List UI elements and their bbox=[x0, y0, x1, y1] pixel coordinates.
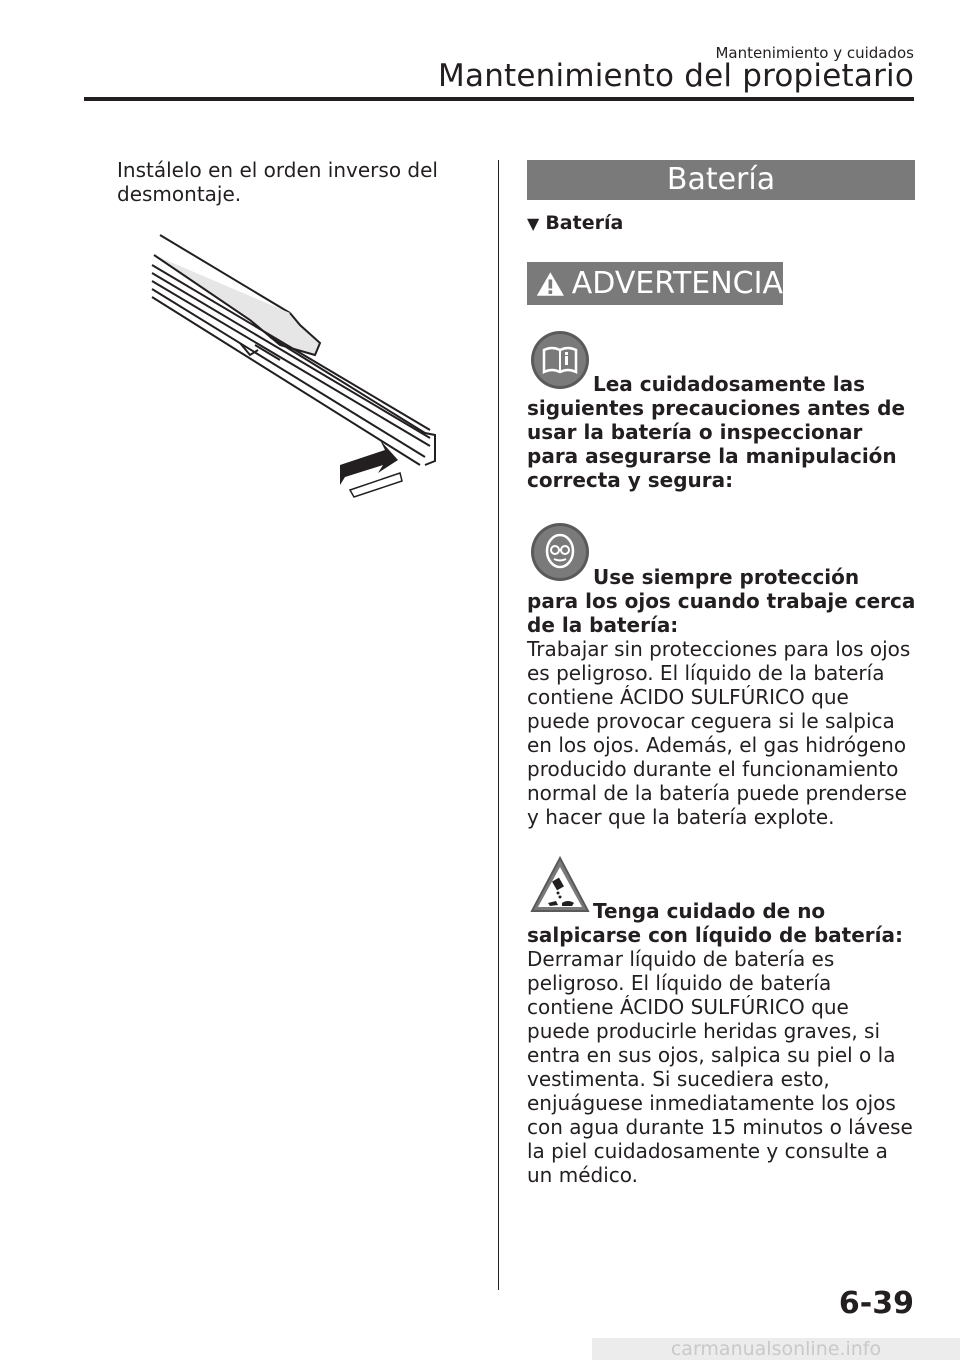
header-subtitle: Mantenimiento y cuidados bbox=[715, 44, 914, 62]
subheading-marker: ▼ bbox=[527, 214, 540, 233]
warning-triangle-icon bbox=[535, 269, 566, 299]
item-2-text: Trabajar sin protecciones para los ojos es peligroso. El líquido de la batería contiene ÁCIDO SULFÚRICO que puede provocar ceguera si le salpica en los ojos. Además, el gas hidrógeno producido durante el funcionamiento normal de la batería puede prenderse y hacer que la batería explote. bbox=[527, 637, 911, 829]
subheading-label: Batería bbox=[545, 212, 624, 234]
wiper-blade-illustration bbox=[140, 225, 450, 505]
warning-box bbox=[527, 262, 783, 305]
item-1-bold: Lea cuidadosamente las siguientes precauciones antes de usar la batería o inspeccionar para asegurarse la manipulación correcta y segura: bbox=[527, 372, 906, 492]
column-divider bbox=[498, 160, 499, 1290]
item-3-bold: Tenga cuidado de no salpicarse con líquido de batería: bbox=[527, 899, 904, 947]
header-title: Mantenimiento del propietario bbox=[438, 58, 914, 94]
item-read-precautions bbox=[527, 372, 917, 492]
subheading bbox=[527, 212, 623, 234]
warning-label: ADVERTENCIA bbox=[571, 266, 783, 301]
item-3-text: Derramar líquido de batería es peligroso. El líquido de batería contiene ÁCIDO SULFÚRICO que puede producirle heridas graves, si entra en sus ojos, salpica su piel o la vestimenta. Si sucediera esto, enjuáguese inmediatamente los ojos con agua durante 15 minutos o lávese la piel cuidadosamente y consulte a un médico. bbox=[527, 947, 913, 1187]
item-battery-liquid bbox=[527, 899, 917, 1187]
item-eye-protection bbox=[527, 565, 917, 829]
left-instruction: Instálelo en el orden inverso del desmontaje. bbox=[117, 158, 438, 206]
section-title-bar: Batería bbox=[527, 160, 915, 200]
item-2-bold: Use siempre protección para los ojos cuando trabaje cerca de la batería: bbox=[527, 565, 916, 637]
watermark: carmanualsonline.info bbox=[592, 1338, 960, 1360]
header-rule bbox=[84, 97, 914, 101]
page-number: 6-39 bbox=[838, 1286, 914, 1321]
